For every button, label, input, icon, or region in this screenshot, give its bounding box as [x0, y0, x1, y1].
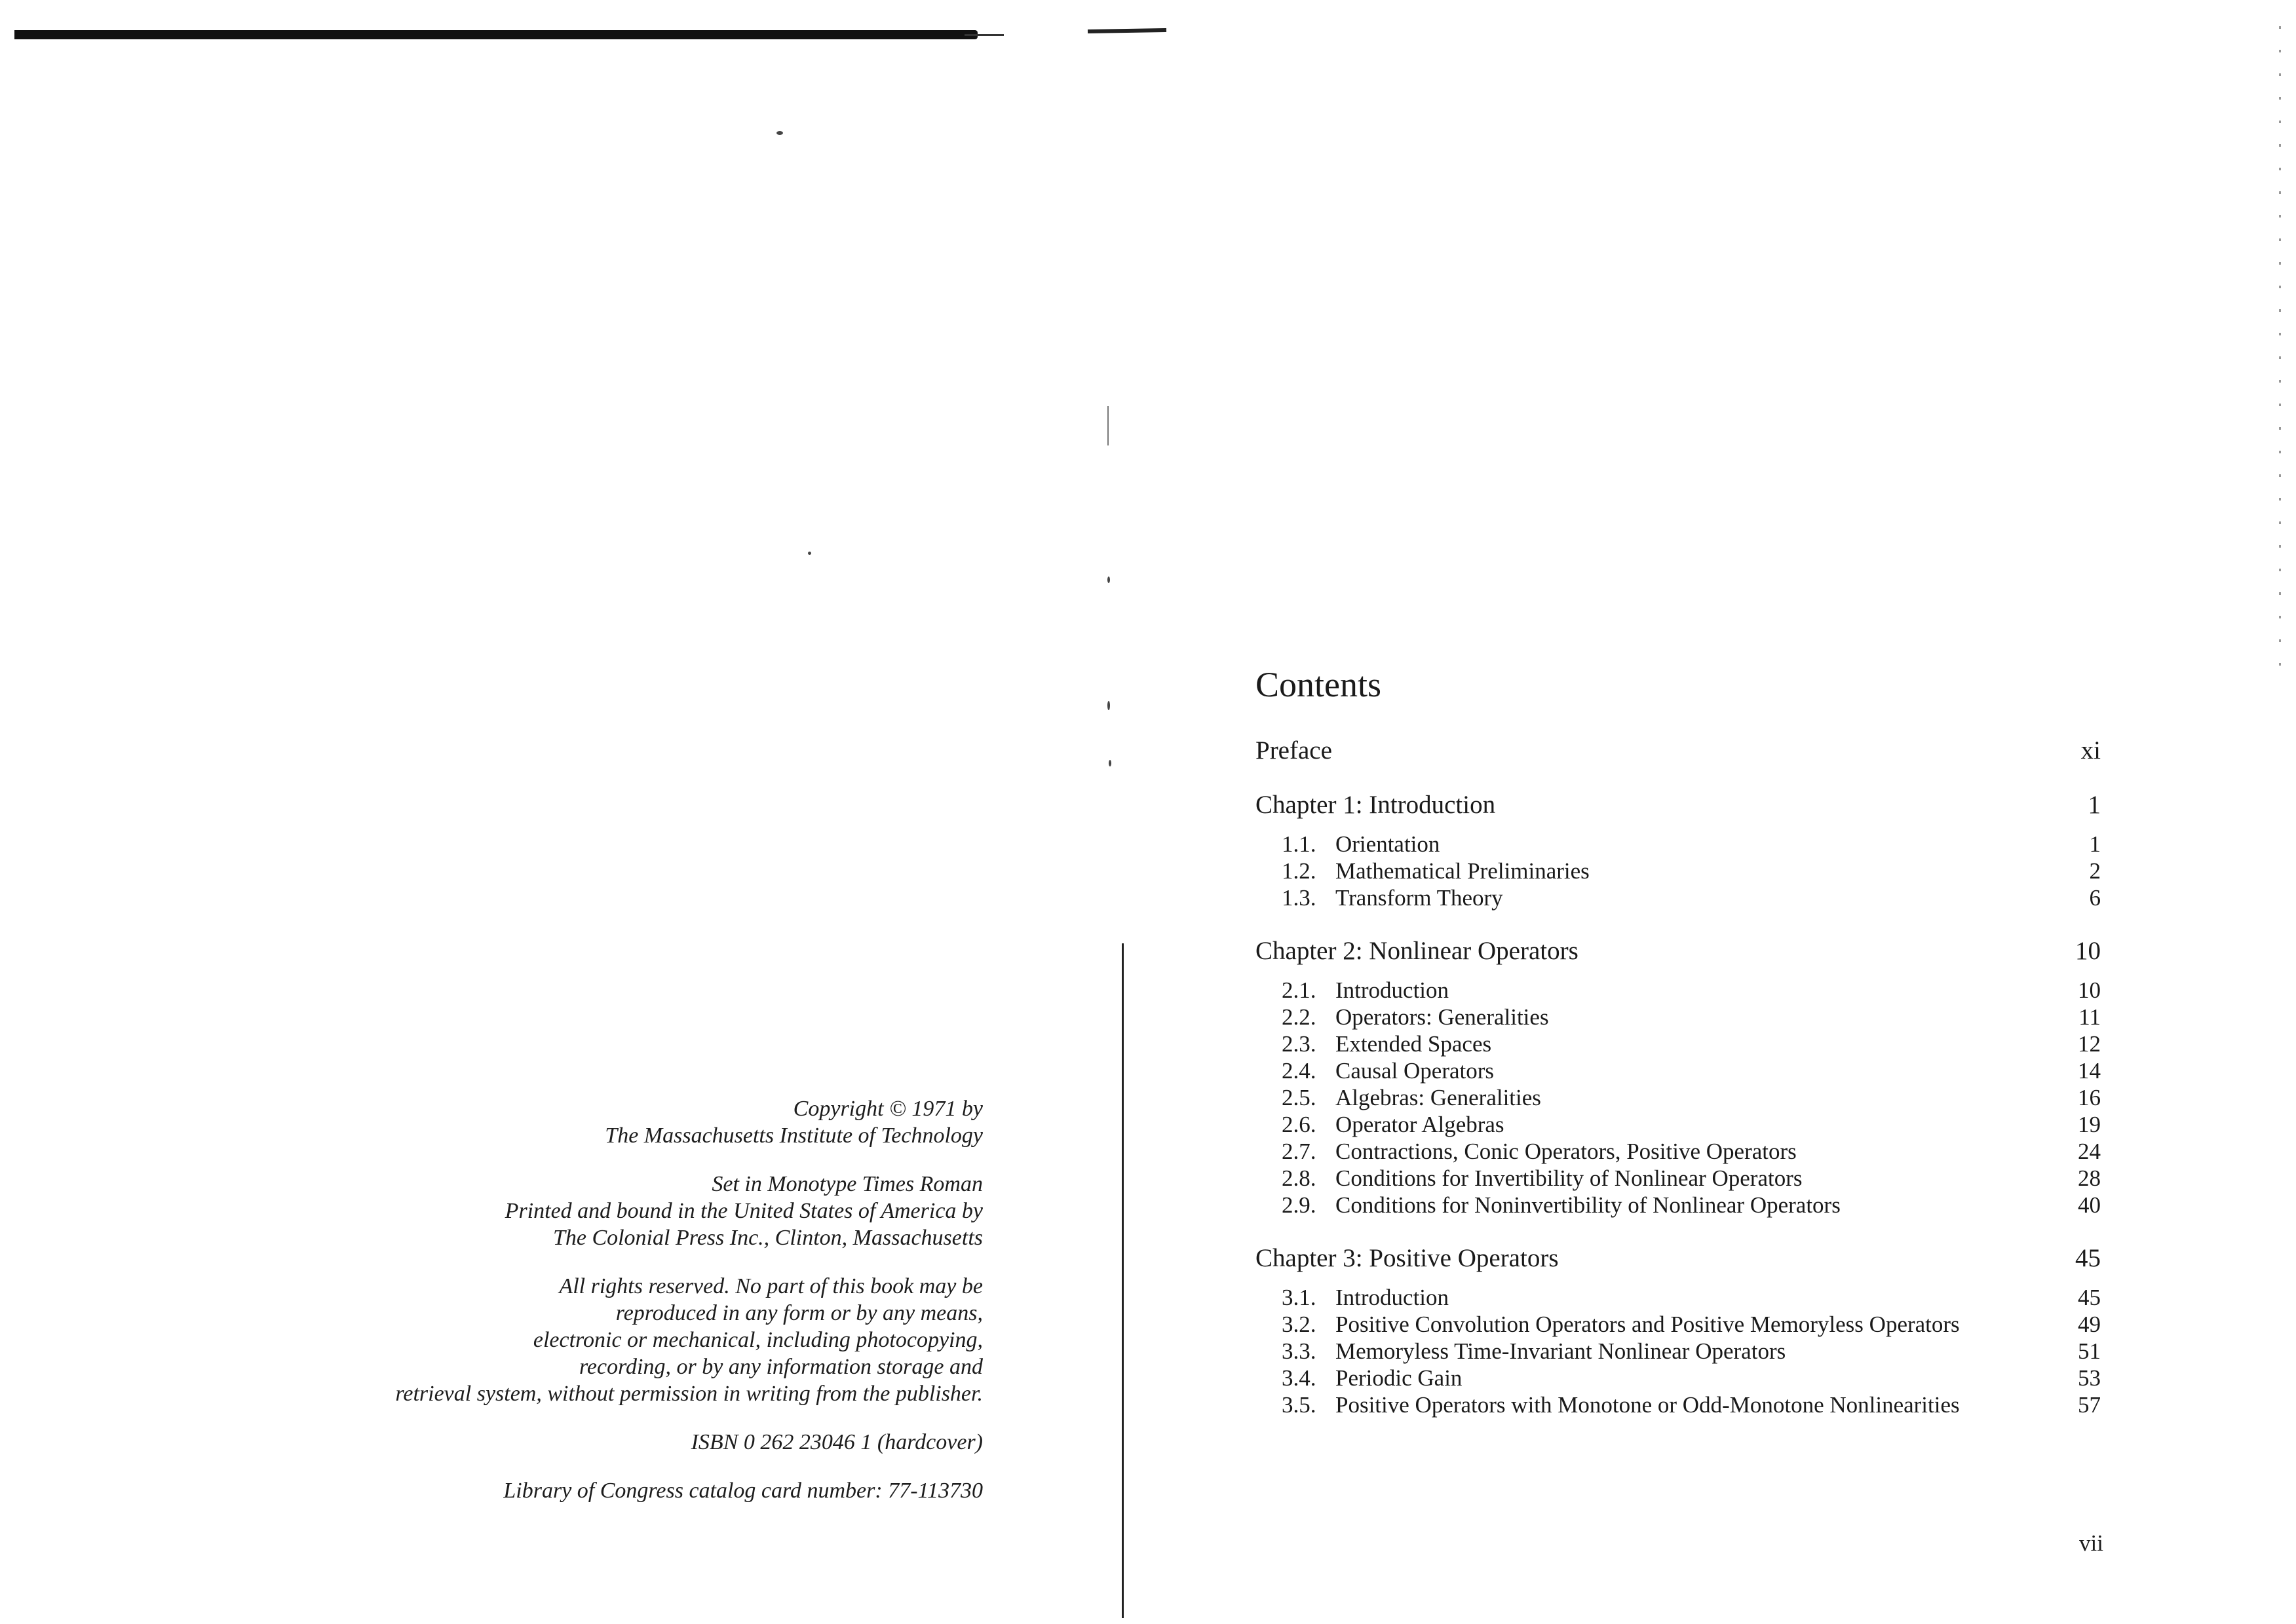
toc-page-number: 10: [2078, 977, 2101, 1003]
copyright-line: The Colonial Press Inc., Clinton, Massachusetts: [552, 1226, 983, 1250]
toc-chapter-title: Chapter 3: Positive Operators: [1255, 1244, 1559, 1272]
copyright-line: Printed and bound in the United States of America by: [505, 1199, 983, 1223]
toc-page-number: 45: [2078, 1285, 2101, 1310]
toc-section-entry: [1255, 1138, 2101, 1165]
toc-section-number: 1.2.: [1282, 858, 1316, 884]
toc-section-title: Positive Operators with Monotone or Odd-Monotone Nonlinearities: [1335, 1392, 1960, 1418]
toc-section-number: 3.1.: [1282, 1285, 1316, 1310]
copyright-line: electronic or mechanical, including photocopying,: [533, 1328, 983, 1352]
toc-chapter: [1255, 787, 2101, 911]
toc-section-title: Transform Theory: [1335, 885, 1503, 911]
toc-section-number: 2.9.: [1282, 1192, 1316, 1218]
toc-section-entry: [1255, 1284, 2101, 1311]
copyright-notice: [249, 1095, 983, 1526]
toc-section-title: Operators: Generalities: [1335, 1004, 1549, 1030]
table-of-contents: [1255, 662, 2101, 1441]
toc-chapter-heading: [1255, 1241, 2101, 1276]
toc-section-number: 2.5.: [1282, 1085, 1316, 1110]
copyright-block: [249, 1429, 983, 1456]
toc-section-entry: [1255, 1084, 2101, 1111]
toc-page-number: 12: [2078, 1031, 2101, 1057]
toc-section-entry: [1255, 884, 2101, 911]
copyright-line: Library of Congress catalog card number: 77-113730: [503, 1479, 983, 1503]
page-number: vii: [2079, 1530, 2103, 1556]
toc-page-number: 49: [2078, 1312, 2101, 1337]
copyright-block: [249, 1273, 983, 1407]
toc-section-title: Positive Convolution Operators and Positive Memoryless Operators: [1335, 1312, 1960, 1337]
scan-speck: [1107, 576, 1110, 583]
chapter-list: [1255, 787, 2101, 1418]
toc-section-number: 3.5.: [1282, 1392, 1316, 1418]
toc-page-number: xi: [2080, 736, 2101, 765]
toc-section-title: Conditions for Invertibility of Nonlinear Operators: [1335, 1165, 1803, 1191]
contents-title: Contents: [1255, 665, 1382, 704]
scan-edge-bar-right: [1088, 28, 1166, 33]
toc-section-entry: [1255, 1030, 2101, 1057]
toc-section-entry: [1255, 1165, 2101, 1192]
toc-section-number: 2.2.: [1282, 1004, 1316, 1030]
copyright-line: ISBN 0 262 23046 1 (hardcover): [691, 1430, 983, 1454]
toc-chapter-heading: [1255, 934, 2101, 969]
gutter-mark: [1107, 406, 1109, 445]
copyright-line: Set in Monotype Times Roman: [712, 1172, 983, 1196]
toc-section-entry: [1255, 1338, 2101, 1365]
toc-section-number: 2.8.: [1282, 1165, 1316, 1191]
toc-section-entry: [1255, 1192, 2101, 1218]
toc-section-number: 1.3.: [1282, 885, 1316, 911]
toc-page-number: 2: [2089, 858, 2101, 884]
toc-page-number: 24: [2078, 1139, 2101, 1164]
toc-page-number: 1: [2089, 831, 2101, 857]
toc-chapter: [1255, 1241, 2101, 1418]
toc-section-entry: [1255, 1311, 2101, 1338]
toc-section-number: 3.3.: [1282, 1338, 1316, 1364]
toc-section-entry: [1255, 1391, 2101, 1418]
toc-chapter-title: Chapter 1: Introduction: [1255, 791, 1496, 819]
toc-section-title: Contractions, Conic Operators, Positive Operators: [1335, 1139, 1797, 1164]
gutter-fold-line: [1122, 943, 1124, 1618]
toc-section-title: Algebras: Generalities: [1335, 1085, 1541, 1110]
copyright-block: [249, 1477, 983, 1504]
toc-section-title: Operator Algebras: [1335, 1112, 1504, 1137]
toc-entry-title: Preface: [1255, 736, 1332, 765]
copyright-line: Copyright © 1971 by: [793, 1097, 983, 1121]
toc-chapter-heading: [1255, 787, 2101, 823]
copyright-block: [249, 1095, 983, 1149]
toc-page-number: 19: [2078, 1112, 2101, 1137]
toc-section-entry: [1255, 977, 2101, 1004]
toc-section-title: Causal Operators: [1335, 1058, 1495, 1084]
toc-page-number: 16: [2078, 1085, 2101, 1110]
toc-section-title: Mathematical Preliminaries: [1335, 858, 1590, 884]
toc-section-entry: [1255, 1111, 2101, 1138]
page-edge-noise: [2279, 26, 2281, 668]
toc-page-number: 53: [2078, 1365, 2101, 1391]
toc-section-entry: [1255, 858, 2101, 884]
copyright-line: All rights reserved. No part of this book may be: [559, 1274, 983, 1298]
scan-speck: [1109, 760, 1111, 766]
front-matter-list: [1255, 734, 2101, 768]
toc-page-number: 6: [2089, 885, 2101, 911]
toc-section-entry: [1255, 1057, 2101, 1084]
toc-section-entry: [1255, 1004, 2101, 1030]
toc-page-number: 40: [2078, 1192, 2101, 1218]
toc-chapter: [1255, 934, 2101, 1218]
toc-front-matter-entry: [1255, 734, 2101, 768]
copyright-line: The Massachusetts Institute of Technology: [605, 1124, 983, 1148]
toc-section-number: 2.6.: [1282, 1112, 1316, 1137]
toc-section-number: 2.7.: [1282, 1139, 1316, 1164]
toc-page-number: 14: [2078, 1058, 2101, 1084]
scan-edge-bar-left: [14, 30, 978, 39]
scan-speck: [808, 552, 811, 555]
toc-page-number: 45: [2075, 1244, 2101, 1272]
toc-section-number: 3.4.: [1282, 1365, 1316, 1391]
toc-page-number: 1: [2088, 791, 2101, 819]
toc-page-number: 10: [2075, 937, 2101, 965]
copyright-line: reproduced in any form or by any means,: [615, 1301, 983, 1325]
toc-page-number: 28: [2078, 1165, 2101, 1191]
toc-section-number: 3.2.: [1282, 1312, 1316, 1337]
toc-section-entry: [1255, 1365, 2101, 1391]
toc-chapter-title: Chapter 2: Nonlinear Operators: [1255, 937, 1578, 965]
toc-section-entry: [1255, 831, 2101, 858]
scan-speck: [1107, 701, 1110, 710]
toc-section-title: Periodic Gain: [1335, 1365, 1463, 1391]
toc-section-title: Orientation: [1335, 831, 1440, 857]
toc-section-number: 2.1.: [1282, 977, 1316, 1003]
toc-section-number: 1.1.: [1282, 831, 1316, 857]
toc-section-title: Introduction: [1335, 977, 1449, 1003]
toc-section-title: Extended Spaces: [1335, 1031, 1492, 1057]
toc-section-title: Introduction: [1335, 1285, 1449, 1310]
toc-page-number: 51: [2078, 1338, 2101, 1364]
toc-section-number: 2.3.: [1282, 1031, 1316, 1057]
copyright-block: [249, 1171, 983, 1251]
toc-page-number: 57: [2078, 1392, 2101, 1418]
toc-section-title: Conditions for Noninvertibility of Nonlinear Operators: [1335, 1192, 1841, 1218]
copyright-line: retrieval system, without permission in writing from the publisher.: [395, 1382, 983, 1406]
copyright-line: recording, or by any information storage and: [579, 1355, 983, 1379]
scan-speck: [776, 131, 783, 135]
toc-page-number: 11: [2078, 1004, 2101, 1030]
toc-section-number: 2.4.: [1282, 1058, 1316, 1084]
toc-section-title: Memoryless Time-Invariant Nonlinear Operators: [1335, 1338, 1786, 1364]
